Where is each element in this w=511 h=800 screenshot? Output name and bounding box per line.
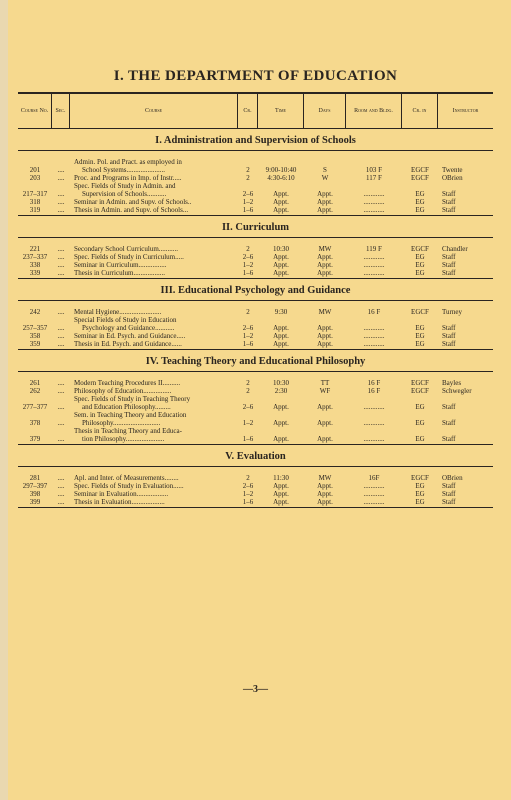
instructor-cell: Chandler (442, 245, 468, 253)
days-cell: Appt. (317, 198, 333, 206)
course-number: 339 (29, 269, 41, 277)
credit-in-cell: EGCF (411, 387, 429, 395)
credits-cell: 2 (246, 245, 250, 253)
header-cr-in: Cr. in (402, 94, 438, 128)
course-title (70, 261, 238, 269)
credits-cell: 1–6 (242, 340, 254, 348)
course-number: 359 (29, 340, 41, 348)
table-row (18, 490, 493, 498)
course-title (70, 395, 238, 411)
days-cell: Appt. (317, 332, 333, 340)
credits-cell: 2–6 (242, 324, 254, 332)
section-rows (18, 372, 493, 445)
days-cell: Appt. (317, 498, 333, 506)
table-row (18, 261, 493, 269)
time-cell: Appt. (273, 403, 289, 411)
instructor-cell: Staff (442, 332, 456, 340)
course-number: 338 (29, 261, 41, 269)
instructor-cell: Staff (442, 190, 456, 198)
time-cell: 10:30 (273, 245, 289, 253)
days-cell: Appt. (317, 482, 333, 490)
instructor-cell: Staff (442, 482, 456, 490)
room-cell: ............ (363, 340, 385, 348)
instructor-cell: OBrien (442, 174, 463, 182)
course-title-line: School Systems...................... (82, 166, 166, 174)
section-cell: .... (57, 435, 65, 443)
room-cell: 16 F (367, 308, 381, 316)
course-number: 319 (29, 206, 41, 214)
course-title-line: Admin. Pol. and Pract. as employed in (74, 158, 182, 166)
table-row (18, 482, 493, 490)
page-number: —3— (243, 684, 268, 695)
course-title-line: Thesis in Ed. Psych. and Guidance...... (74, 340, 182, 348)
course-title-line: Mental Hygiene........................ (74, 308, 162, 316)
table-row (18, 411, 493, 427)
table-row (18, 332, 493, 340)
section-rows (18, 467, 493, 508)
credits-cell: 1–2 (242, 419, 254, 427)
credits-cell: 1–2 (242, 490, 254, 498)
section-cell: .... (57, 387, 65, 395)
table-row (18, 395, 493, 411)
credits-cell: 1–6 (242, 269, 254, 277)
section-cell: .... (57, 253, 65, 261)
room-cell: ............ (363, 332, 385, 340)
section-cell: .... (57, 474, 65, 482)
time-cell: Appt. (273, 435, 289, 443)
days-cell: Appt. (317, 403, 333, 411)
time-cell: Appt. (273, 419, 289, 427)
course-title (70, 198, 238, 206)
course-number: 277–377 (22, 403, 48, 411)
course-title-line: Special Fields of Study in Education (74, 316, 177, 324)
instructor-cell: Twente (442, 166, 463, 174)
course-title-line: Modern Teaching Procedures II.......... (74, 379, 181, 387)
days-cell: Appt. (317, 435, 333, 443)
credits-cell: 2–6 (242, 253, 254, 261)
credits-cell: 2 (246, 379, 250, 387)
course-title-line: Psychology and Guidance........... (82, 324, 175, 332)
course-title-line: Thesis in Evaluation................... (74, 498, 165, 506)
room-cell: ............ (363, 482, 385, 490)
course-number: 262 (29, 387, 41, 395)
room-cell: ............ (363, 419, 385, 427)
course-title (70, 490, 238, 498)
room-cell: ............ (363, 261, 385, 269)
time-cell: Appt. (273, 332, 289, 340)
table-row (18, 269, 493, 277)
section-cell: .... (57, 308, 65, 316)
days-cell: WF (319, 387, 331, 395)
header-course: Course (70, 94, 238, 128)
section-cell: .... (57, 340, 65, 348)
section-cell: .... (57, 498, 65, 506)
time-cell: 2:30 (274, 387, 288, 395)
credit-in-cell: EG (415, 482, 425, 490)
credit-in-cell: EGCF (411, 166, 429, 174)
course-title-line: Apl. and Inter. of Measurements........ (74, 474, 179, 482)
days-cell: MW (318, 474, 332, 482)
section-cell: .... (57, 166, 65, 174)
section-cell: .... (57, 245, 65, 253)
course-title-line: Thesis in Teaching Theory and Educa- (74, 427, 182, 435)
room-cell: 117 F (366, 174, 382, 182)
instructor-cell: Staff (442, 340, 456, 348)
days-cell: S (323, 166, 327, 174)
credit-in-cell: EG (415, 403, 425, 411)
instructor-cell: Staff (442, 498, 456, 506)
course-title-line: and Education Philosophy......... (82, 403, 171, 411)
course-title-line: Supervision of Schools........... (82, 190, 167, 198)
course-number: 237–337 (22, 253, 48, 261)
credits-cell: 1–6 (242, 498, 254, 506)
course-number: 221 (29, 245, 41, 253)
course-title (70, 411, 238, 427)
credits-cell: 2 (246, 166, 250, 174)
room-cell: ............ (363, 253, 385, 261)
course-title (70, 206, 238, 214)
credit-in-cell: EG (415, 198, 425, 206)
days-cell: Appt. (317, 190, 333, 198)
section-heading: III. Educational Psychology and Guidance (18, 279, 493, 301)
credit-in-cell: EG (415, 261, 425, 269)
credits-cell: 1–6 (242, 206, 254, 214)
instructor-cell: Staff (442, 206, 456, 214)
room-cell: 16 F (367, 379, 381, 387)
table-row (18, 498, 493, 506)
section-cell: .... (57, 419, 65, 427)
room-cell: 119 F (366, 245, 382, 253)
instructor-cell: Staff (442, 269, 456, 277)
instructor-cell: Staff (442, 261, 456, 269)
time-cell: Appt. (273, 324, 289, 332)
instructor-cell: Staff (442, 403, 456, 411)
credits-cell: 1–2 (242, 198, 254, 206)
header-time: Time (258, 94, 304, 128)
section-cell: .... (57, 174, 65, 182)
section-cell: .... (57, 490, 65, 498)
course-number: 399 (29, 498, 41, 506)
course-title (70, 308, 238, 316)
room-cell: ............ (363, 435, 385, 443)
days-cell: Appt. (317, 419, 333, 427)
credits-cell: 2 (246, 387, 250, 395)
credit-in-cell: EG (415, 340, 425, 348)
days-cell: Appt. (317, 269, 333, 277)
course-title-line: Philosophy of Education................ (74, 387, 172, 395)
instructor-cell: Staff (442, 419, 456, 427)
credits-cell: 1–6 (242, 435, 254, 443)
course-table (18, 92, 493, 508)
course-title (70, 387, 238, 395)
course-title-line: Seminar in Curriculum................ (74, 261, 167, 269)
credit-in-cell: EGCF (411, 308, 429, 316)
table-row (18, 245, 493, 253)
table-row (18, 308, 493, 316)
time-cell: Appt. (273, 261, 289, 269)
room-cell: ............ (363, 498, 385, 506)
course-title (70, 182, 238, 198)
days-cell: MW (318, 245, 332, 253)
days-cell: TT (320, 379, 330, 387)
days-cell: Appt. (317, 253, 333, 261)
course-title-line: Thesis in Curriculum.................. (74, 269, 165, 277)
page-edge (0, 0, 8, 800)
section-heading: I. Administration and Supervision of Schools (18, 129, 493, 151)
room-cell: ............ (363, 190, 385, 198)
section-rows (18, 301, 493, 350)
course-title-line: Secondary School Curriculum........... (74, 245, 179, 253)
table-row (18, 379, 493, 387)
credit-in-cell: EG (415, 206, 425, 214)
time-cell: Appt. (273, 498, 289, 506)
course-number: 203 (29, 174, 41, 182)
table-row (18, 158, 493, 174)
time-cell: Appt. (273, 482, 289, 490)
instructor-cell: Turney (442, 308, 462, 316)
time-cell: Appt. (273, 253, 289, 261)
course-title-line: Spec. Fields of Study in Admin. and (74, 182, 176, 190)
course-title-line: Seminar in Evaluation.................. (74, 490, 169, 498)
time-cell: Appt. (273, 490, 289, 498)
instructor-cell: Staff (442, 435, 456, 443)
course-title-line: Seminar in Admin. and Supv. of Schools.. (74, 198, 192, 206)
section-cell: .... (57, 198, 65, 206)
course-title (70, 158, 238, 174)
days-cell: Appt. (317, 206, 333, 214)
days-cell: W (321, 174, 329, 182)
credits-cell: 2 (246, 308, 250, 316)
course-number: 217–317 (22, 190, 48, 198)
room-cell: ............ (363, 403, 385, 411)
course-title (70, 379, 238, 387)
course-title-line: Seminar in Ed. Psych. and Guidance..... (74, 332, 186, 340)
course-number: 242 (29, 308, 41, 316)
room-cell: ............ (363, 269, 385, 277)
table-row (18, 182, 493, 198)
sections-container (18, 129, 493, 508)
time-cell: Appt. (273, 340, 289, 348)
credits-cell: 2 (246, 474, 250, 482)
credit-in-cell: EGCF (411, 474, 429, 482)
course-title (70, 253, 238, 261)
course-number: 318 (29, 198, 41, 206)
table-row (18, 340, 493, 348)
course-title (70, 332, 238, 340)
course-title-line: Spec. Fields of Study in Evaluation...... (74, 482, 184, 490)
section-cell: .... (57, 269, 65, 277)
instructor-cell: Staff (442, 490, 456, 498)
credit-in-cell: EGCF (411, 245, 429, 253)
header-course-no: Course No. (18, 94, 52, 128)
time-cell: Appt. (273, 198, 289, 206)
course-number: 297–397 (22, 482, 48, 490)
room-cell: ............ (363, 324, 385, 332)
course-title (70, 482, 238, 490)
credits-cell: 2–6 (242, 482, 254, 490)
course-title-line: Thesis in Admin. and Supv. of Schools... (74, 206, 189, 214)
credit-in-cell: EG (415, 435, 425, 443)
section-cell: .... (57, 261, 65, 269)
table-header (18, 92, 493, 129)
room-cell: ............ (363, 198, 385, 206)
time-cell: 4:30-6:10 (267, 174, 295, 182)
instructor-cell: Staff (442, 253, 456, 261)
credits-cell: 2 (246, 174, 250, 182)
course-title (70, 174, 238, 182)
instructor-cell: Bayles (442, 379, 462, 387)
days-cell: Appt. (317, 324, 333, 332)
section-cell: .... (57, 379, 65, 387)
course-number: 281 (29, 474, 41, 482)
course-title (70, 269, 238, 277)
course-title-line: Proc. and Programs in Imp. of Instr..... (74, 174, 182, 182)
course-title (70, 316, 238, 332)
table-row (18, 198, 493, 206)
credits-cell: 1–2 (242, 332, 254, 340)
table-row (18, 316, 493, 332)
room-cell: 16F (368, 474, 380, 482)
instructor-cell: OBrien (442, 474, 463, 482)
instructor-cell: Schwegler (442, 387, 472, 395)
days-cell: Appt. (317, 340, 333, 348)
course-title (70, 427, 238, 443)
course-number: 378 (29, 419, 41, 427)
time-cell: Appt. (273, 269, 289, 277)
course-title-line: Sem. in Teaching Theory and Education (74, 411, 187, 419)
time-cell: 11:30 (273, 474, 289, 482)
section-cell: .... (57, 190, 65, 198)
header-instructor: Instructor (452, 107, 479, 114)
credit-in-cell: EGCF (411, 174, 429, 182)
days-cell: Appt. (317, 490, 333, 498)
credit-in-cell: EG (415, 332, 425, 340)
credit-in-cell: EG (415, 190, 425, 198)
room-cell: 103 F (365, 166, 383, 174)
time-cell: 9:00-10:40 (265, 166, 297, 174)
table-row (18, 427, 493, 443)
time-cell: 10:30 (273, 379, 289, 387)
table-row (18, 387, 493, 395)
credits-cell: 1–2 (242, 261, 254, 269)
credit-in-cell: EGCF (411, 379, 429, 387)
credit-in-cell: EG (415, 419, 425, 427)
course-title-line: Spec. Fields of Study in Teaching Theory (74, 395, 191, 403)
table-row (18, 174, 493, 182)
course-title-line: Spec. Fields of Study in Curriculum..... (74, 253, 184, 261)
instructor-cell: Staff (442, 324, 456, 332)
time-cell: Appt. (273, 206, 289, 214)
course-number: 379 (29, 435, 41, 443)
course-title (70, 498, 238, 506)
credit-in-cell: EG (415, 498, 425, 506)
section-cell: .... (57, 403, 65, 411)
section-rows (18, 238, 493, 279)
section-heading: V. Evaluation (18, 445, 493, 467)
table-row (18, 474, 493, 482)
section-cell: .... (57, 324, 65, 332)
room-cell: ............ (363, 206, 385, 214)
instructor-cell: Staff (442, 198, 456, 206)
course-number: 257–357 (22, 324, 48, 332)
course-title (70, 340, 238, 348)
time-cell: Appt. (273, 190, 289, 198)
section-heading: IV. Teaching Theory and Educational Philosophy (18, 350, 493, 372)
course-title-line: Philosophy........................... (82, 419, 161, 427)
course-title (70, 474, 238, 482)
time-cell: 9:30 (274, 308, 288, 316)
days-cell: Appt. (317, 261, 333, 269)
section-heading: II. Curriculum (18, 216, 493, 238)
course-number: 398 (29, 490, 41, 498)
header-sec: Sec. (52, 94, 70, 128)
credit-in-cell: EG (415, 324, 425, 332)
course-title (70, 245, 238, 253)
credit-in-cell: EG (415, 269, 425, 277)
table-row (18, 206, 493, 214)
credits-cell: 2–6 (242, 403, 254, 411)
course-number: 358 (29, 332, 41, 340)
header-cr: Cr. (238, 94, 258, 128)
credits-cell: 2–6 (242, 190, 254, 198)
course-number: 261 (29, 379, 41, 387)
table-row (18, 253, 493, 261)
course-number: 201 (29, 166, 41, 174)
section-cell: .... (57, 332, 65, 340)
room-cell: 16 F (367, 387, 381, 395)
room-cell: ............ (363, 490, 385, 498)
course-title-line: tion Philosophy...................... (82, 435, 165, 443)
section-rows (18, 151, 493, 216)
page-title: I. THE DEPARTMENT OF EDUCATION (113, 68, 398, 84)
days-cell: MW (318, 308, 332, 316)
credit-in-cell: EG (415, 490, 425, 498)
credit-in-cell: EG (415, 253, 425, 261)
header-room: Room and Bldg. (346, 94, 402, 128)
header-days: Days (304, 94, 346, 128)
section-cell: .... (57, 206, 65, 214)
section-cell: .... (57, 482, 65, 490)
